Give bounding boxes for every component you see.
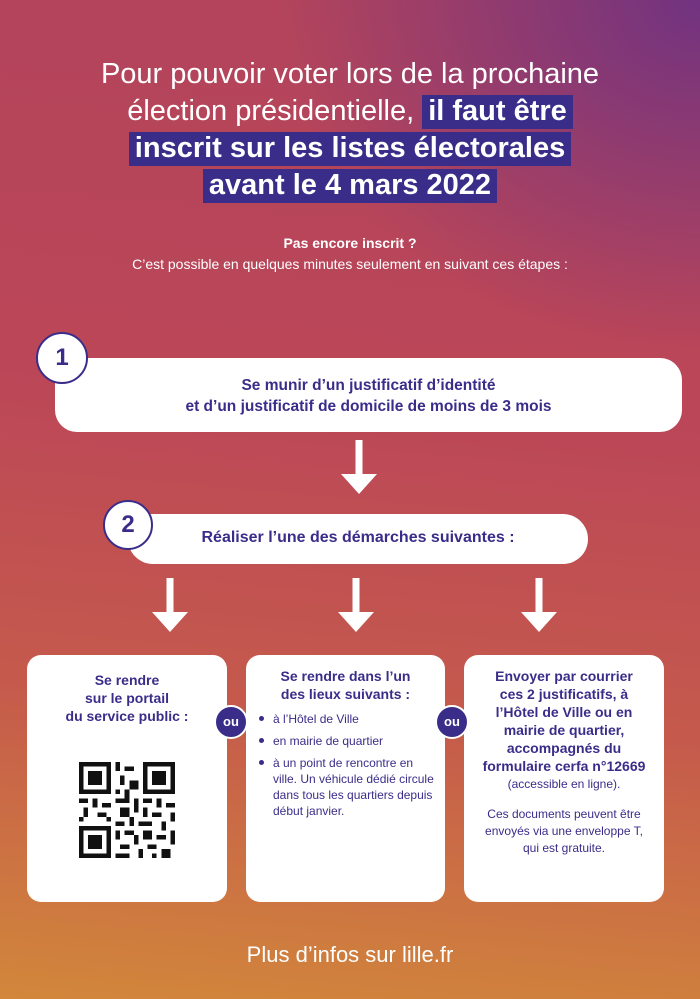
option-mail-title-line: Envoyer par courrier: [495, 668, 633, 684]
option-mail-title-line: ces 2 justificatifs, à: [499, 686, 629, 702]
headline: [0, 56, 700, 204]
arrow-down-icon: [338, 578, 374, 642]
arrow-down-icon: [152, 578, 188, 642]
headline-line-2-light: élection présidentielle,: [127, 95, 415, 127]
step-2-badge: 2: [103, 500, 153, 550]
places-list-item: à l’Hôtel de Ville: [256, 711, 435, 727]
option-places-title: [246, 667, 445, 703]
headline-highlight-1: il faut être: [422, 95, 573, 129]
option-mail-title-line: mairie de quartier,: [503, 722, 625, 738]
option-places-title-line: Se rendre dans l’un: [280, 668, 411, 684]
step-2-text: Réaliser l’une des démarches suivantes :: [201, 529, 515, 546]
option-mail-sub: (accessible en ligne).: [507, 777, 621, 791]
option-mail-title-line: accompagnés du: [506, 740, 622, 756]
footer-info[interactable]: Plus d’infos sur lille.fr: [246, 942, 454, 967]
places-list: [256, 711, 435, 819]
intro-text: C’est possible en quelques minutes seulement en suivant ces étapes :: [132, 256, 568, 272]
option-places-title-line: des lieux suivants :: [280, 686, 411, 702]
option-portal-card: [27, 655, 227, 902]
arrow-down-icon: [521, 578, 557, 642]
option-mail-note: Ces documents peuvent être envoyés via une enveloppe T, qui est gratuite.: [485, 807, 643, 855]
option-portal-title-line: Se rendre: [94, 672, 160, 688]
arrow-down-icon: [341, 440, 377, 504]
headline-line-4: [0, 167, 700, 204]
step-1-line-1: Se munir d’un justificatif d’identité: [241, 377, 496, 394]
or-badge: ou: [214, 705, 248, 739]
headline-highlight-3: avant le 4 mars 2022: [203, 169, 497, 203]
or-badge: ou: [435, 705, 469, 739]
qr-code-icon[interactable]: [79, 762, 175, 858]
intro: [0, 233, 700, 275]
headline-line-1: Pour pouvoir voter lors de la prochaine: [100, 58, 600, 90]
step-1-line-2: et d’un justificatif de domicile de moins de 3 mois: [185, 398, 552, 415]
headline-line-2: [0, 93, 700, 130]
option-mail-title-line: formulaire cerfa n°12669: [482, 758, 646, 774]
option-mail-card: [464, 655, 664, 902]
step-1-text: [55, 375, 682, 417]
option-places-card: [246, 655, 445, 902]
intro-question: Pas encore inscrit ?: [283, 235, 417, 251]
step-1-badge: 1: [36, 332, 88, 384]
option-mail-title-line: l’Hôtel de Ville ou en: [495, 704, 633, 720]
step-1-card: [55, 358, 682, 432]
places-list-item: en mairie de quartier: [256, 733, 435, 749]
option-portal-title: [27, 671, 227, 725]
step-2-card: [128, 514, 588, 564]
option-portal-title-line: sur le portail: [84, 690, 170, 706]
headline-line-3: [0, 130, 700, 167]
places-list-item: à un point de rencontre en ville. Un véhicule dédié circule dans tous les quartiers depuis début janvier.: [256, 755, 435, 819]
headline-highlight-2: inscrit sur les listes électorales: [129, 132, 571, 166]
option-portal-title-line: du service public :: [65, 708, 189, 724]
option-mail-title: [464, 667, 664, 775]
